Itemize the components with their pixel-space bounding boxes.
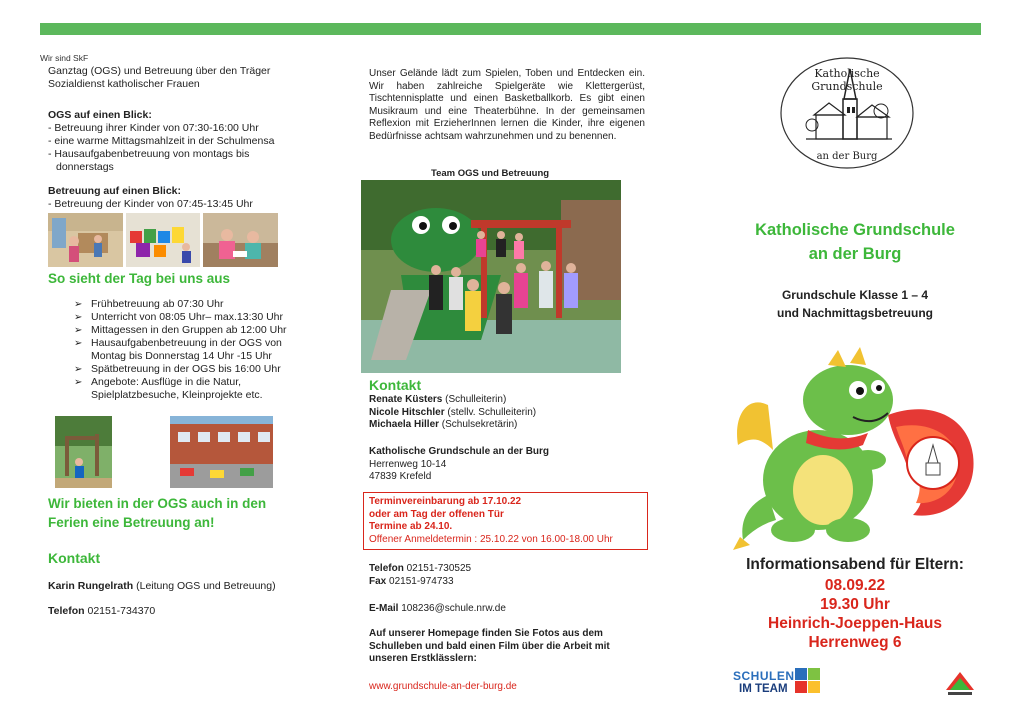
anmelde-text: Offener Anmeldetermin : 25.10.22 von 16.00-18.00 Uhr: [369, 533, 613, 545]
email-link[interactable]: 108236@schule.nrw.de: [398, 603, 506, 614]
school-name: Katholische Grundschule an der Burg: [369, 446, 550, 457]
kontakt-heading-left: Kontakt: [48, 550, 101, 566]
ferien-line: Ferien eine Betreuung an!: [48, 515, 215, 530]
intro-line: Sozialdienst katholischer Frauen: [48, 78, 200, 90]
termin-line: Termine ab 24.10.: [369, 521, 453, 532]
person-role: (Schulsekretärin): [439, 419, 518, 430]
school-subtitle: [715, 286, 995, 322]
telefon-value[interactable]: 02151-730525: [403, 563, 472, 574]
ogs-item: - Hausaufgabenbetreuung von montags bis: [48, 148, 250, 160]
ogs-item: donnerstags: [56, 161, 114, 173]
person-row: [369, 394, 629, 407]
phone-value[interactable]: 02151-734370: [84, 605, 156, 617]
team-photo: [361, 180, 621, 373]
fax-label: Fax: [369, 575, 387, 587]
person-row: [369, 407, 629, 420]
info-heading: Informationsabend für Eltern:: [746, 556, 964, 573]
contact-phone-left: [48, 605, 318, 618]
person-role: (Schulleiterin): [442, 394, 507, 405]
list-item: ➢ Unterricht von 08:05 Uhr– max.13:30 Uhr: [74, 311, 314, 324]
city: 47839 Krefeld: [369, 471, 432, 482]
title-line: an der Burg: [808, 245, 902, 263]
fax-row: [369, 576, 629, 589]
phone-fax: [369, 563, 629, 588]
playground-photo: [55, 416, 112, 488]
list-item: ➢ Spätbetreuung in der OGS bis 16:00 Uhr: [74, 363, 314, 376]
logo-bottom-label: an der Burg: [816, 151, 878, 162]
info-details: [715, 576, 995, 652]
betreuung-item: - Betreuung der Kinder von 07:45-13:45 Uhr: [48, 198, 253, 210]
schulen-im-team-logo: [733, 668, 823, 700]
schoolyard-photo: [170, 416, 273, 488]
ferien-heading: [48, 494, 266, 532]
people-list: [369, 394, 629, 432]
day-heading: So sieht der Tag bei uns aus: [48, 271, 231, 286]
telefon-row: [369, 563, 629, 576]
dragon-mascot: [728, 345, 978, 550]
team-caption: Team OGS und Betreuung: [431, 168, 550, 179]
email-label: E-Mail: [369, 603, 399, 614]
person-name: Michaela Hiller: [369, 419, 440, 430]
info-date: 08.09.22: [824, 577, 886, 594]
person-name: Renate Küsters: [369, 394, 443, 405]
ogs-item: - eine warme Mittagsmahlzeit in der Schulmensa: [48, 135, 275, 147]
person-role: (stellv. Schulleiterin): [444, 406, 537, 418]
homepage-link[interactable]: www.grundschule-an-der-burg.de: [369, 681, 517, 692]
person-row: [369, 419, 629, 432]
ogs-item: - Betreuung ihrer Kinder von 07:30-16:00 Uhr: [48, 122, 259, 134]
footer-logo-icon: [944, 670, 976, 700]
info-place: Heinrich-Joeppen-Haus: [768, 615, 942, 632]
ogs-heading: OGS auf einen Blick:: [48, 109, 152, 121]
top-green-bar: [40, 23, 981, 35]
list-item: ➢ Hausaufgabenbetreuung in der OGS von Montag bis Donnerstag 14 Uhr -15 Uhr: [74, 337, 299, 363]
list-item: ➢ Mittagessen in den Gruppen ab 12:00 Uhr: [74, 324, 314, 337]
person-name: Nicole Hitschler: [369, 406, 445, 418]
logo-bottom-text: [808, 151, 886, 162]
info-street: Herrenweg 6: [808, 634, 902, 651]
classroom-photo-2: [126, 213, 200, 267]
intro-paragraph: Unser Gelände lädt zum Spielen, Toben und Entdecken ein. Wir haben zahlreiche Spielgeräte wie Klettergerüst, Tischtennisplatte und einen Basketballkorb. Es gibt einen Musikraum und eine Theaterbühne. In der gemeinsamen Reflexion mit ErzieherInnen lernen die Kinder, ihre eigenen Bedürfnisse achtsam wahrzunehmen und zu benennen.: [369, 68, 645, 142]
street: Herrenweg 10-14: [369, 458, 447, 470]
puzzle-icon: [795, 668, 821, 698]
logo-top-label: Katholische Grundschule: [811, 67, 883, 93]
telefon-label: Telefon: [369, 563, 404, 574]
fax-value: 02151-974733: [386, 575, 454, 587]
kontakt-heading-middle: Kontakt: [369, 377, 422, 393]
schulen-label: SCHULEN: [733, 669, 795, 683]
list-item: ➢ Frühbetreuung ab 07:30 Uhr: [74, 298, 314, 311]
homepage-text: Auf unserer Homepage finden Sie Fotos aus dem Schulleben und bald einen Film über die Arbeit mit unseren Erstklässlern:: [369, 628, 610, 664]
intro-line: Ganztag (OGS) und Betreuung über den Träger: [48, 65, 271, 77]
skf-label: Wir sind SkF: [40, 53, 89, 63]
info-time: 19.30 Uhr: [820, 596, 890, 613]
school-logo: [778, 55, 916, 171]
betreuung-block: [48, 185, 313, 211]
school-title: [715, 218, 995, 266]
classroom-photo-1: [48, 213, 123, 267]
title-line: Katholische Grundschule: [755, 221, 955, 239]
intro-text: [48, 65, 308, 91]
ogs-block: [48, 109, 313, 174]
email-row: [369, 602, 629, 615]
subtitle-line: und Nachmittagsbetreuung: [776, 306, 933, 320]
phone-label: Telefon: [48, 605, 85, 617]
betreuung-heading: Betreuung auf einen Blick:: [48, 185, 182, 197]
day-list: [74, 298, 314, 402]
contact-person-left: [48, 580, 318, 593]
list-item: ➢ Angebote: Ausflüge in die Natur, Spielplatzbesuche, Kleinprojekte etc.: [74, 376, 289, 402]
classroom-photo-3: [203, 213, 278, 267]
termin-box: [363, 492, 648, 550]
im-team-label: IM TEAM: [739, 683, 788, 695]
subtitle-line: Grundschule Klasse 1 – 4: [781, 288, 929, 302]
school-address: [369, 446, 629, 484]
termin-line: Terminvereinbarung ab 17.10.22: [369, 496, 522, 507]
termin-line: oder am Tag der offenen Tür: [369, 508, 504, 520]
ferien-line: Wir bieten in der OGS auch in den: [48, 496, 267, 511]
logo-top-text: [792, 67, 902, 93]
contact-role: (Leitung OGS und Betreuung): [133, 580, 276, 592]
contact-name: Karin Rungelrath: [48, 580, 134, 592]
